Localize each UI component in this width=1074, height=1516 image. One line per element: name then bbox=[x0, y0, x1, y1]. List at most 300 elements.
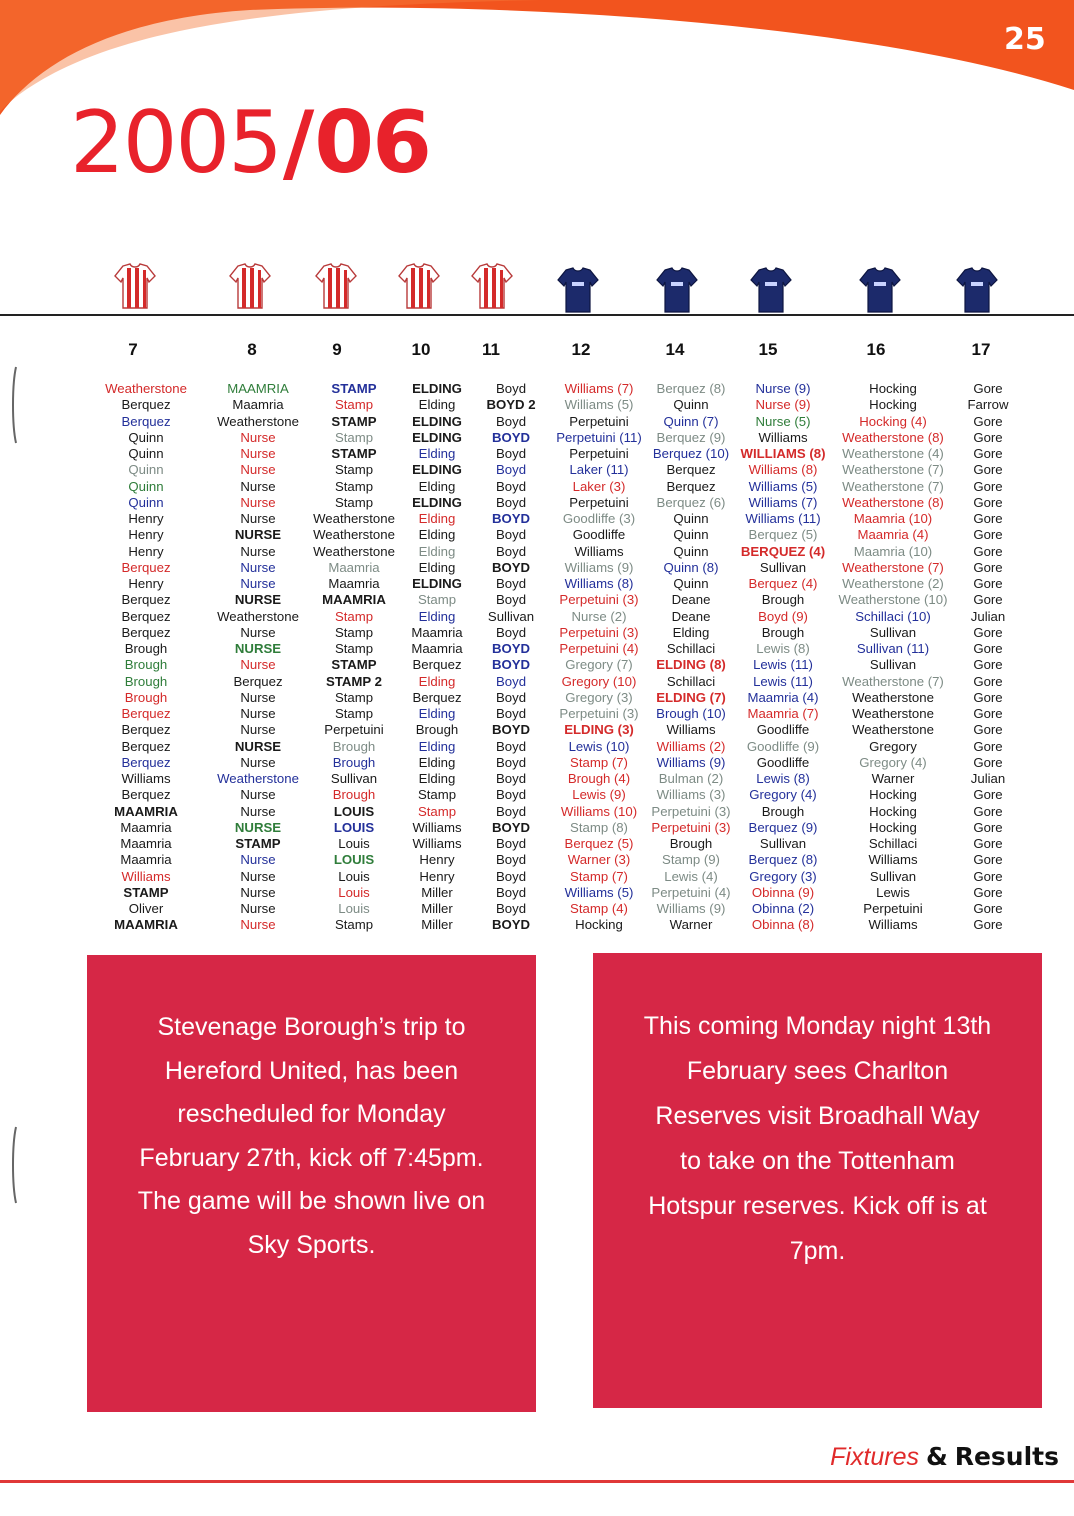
footer-ampersand: & bbox=[925, 1442, 948, 1471]
player-cell: Weatherstone bbox=[852, 722, 934, 738]
player-cell: Gore bbox=[973, 803, 1003, 819]
player-cell: Perpetuini (3) bbox=[559, 624, 639, 640]
player-cell: Berquez (9) bbox=[656, 429, 726, 445]
player-cell: Warner bbox=[871, 771, 915, 786]
player-cell: Nurse bbox=[240, 787, 276, 803]
player-cell: Goodliffe (3) bbox=[562, 511, 636, 526]
away-navy-shirt-icon bbox=[749, 266, 793, 314]
player-cell: Boyd bbox=[495, 527, 527, 543]
player-cell: STAMP bbox=[123, 884, 169, 900]
player-cell: Laker (11) bbox=[569, 462, 629, 478]
player-cell: Stamp bbox=[334, 608, 374, 624]
player-cell: Williams (10) bbox=[560, 803, 638, 819]
away-navy-shirt-icon bbox=[556, 266, 600, 314]
lineup-column bbox=[933, 381, 1043, 934]
player-cell: BOYD bbox=[491, 819, 531, 835]
player-cell: Brough bbox=[332, 754, 376, 770]
player-cell: Brough bbox=[124, 641, 168, 656]
player-cell: Gore bbox=[973, 462, 1003, 478]
player-cell: Nurse bbox=[240, 884, 276, 900]
player-cell: Miller bbox=[421, 884, 453, 900]
player-cell: Nurse bbox=[240, 868, 276, 884]
player-cell: Hocking bbox=[869, 397, 917, 413]
player-cell: NURSE bbox=[234, 527, 282, 543]
player-cell: Weatherstone bbox=[217, 608, 299, 624]
player-cell: NURSE bbox=[234, 738, 282, 754]
player-cell: Louis bbox=[338, 868, 370, 884]
player-cell: Elding bbox=[418, 559, 456, 575]
notice-line: This coming Monday night 13th bbox=[643, 1012, 992, 1040]
column-number: 16 bbox=[866, 340, 886, 359]
player-cell: Gore bbox=[973, 819, 1003, 835]
player-cell: Schillaci bbox=[868, 836, 918, 851]
notice-line: Hotspur reserves. Kick off is at bbox=[648, 1192, 987, 1220]
player-cell: NURSE bbox=[234, 641, 282, 656]
player-cell: Gore bbox=[973, 917, 1003, 933]
player-cell: Quinn bbox=[128, 446, 164, 461]
player-cell: Williams (5) bbox=[564, 884, 634, 900]
player-cell: Boyd bbox=[495, 624, 527, 640]
player-cell: Berquez bbox=[121, 722, 171, 738]
title-slash: / bbox=[282, 93, 315, 193]
player-cell: ELDING bbox=[412, 381, 462, 396]
player-cell: Henry bbox=[128, 527, 164, 543]
player-cell: Elding bbox=[418, 608, 456, 624]
player-cell: Sullivan bbox=[869, 868, 917, 884]
player-cell: Gore bbox=[973, 543, 1003, 559]
player-cell: Perpetuini bbox=[863, 901, 923, 916]
player-cell: Elding bbox=[418, 527, 456, 543]
notice-line: Hereford United, has been bbox=[164, 1056, 459, 1085]
player-cell: Boyd bbox=[495, 852, 527, 868]
lineup-column bbox=[203, 381, 313, 934]
player-cell: Warner bbox=[669, 917, 713, 933]
player-cell: Williams (5) bbox=[748, 478, 818, 494]
player-cell: Gore bbox=[973, 884, 1003, 900]
player-cell: STAMP 2 bbox=[326, 673, 382, 689]
player-cell: Nurse bbox=[240, 478, 276, 494]
player-cell: Maamria bbox=[120, 836, 172, 851]
player-cell: Gore bbox=[973, 689, 1003, 705]
section-footer bbox=[830, 1442, 1059, 1472]
player-cell: Perpetuini bbox=[569, 446, 629, 461]
player-cell: Elding bbox=[418, 706, 456, 721]
player-cell: Miller bbox=[421, 901, 453, 916]
player-cell: Hocking bbox=[869, 803, 917, 819]
player-cell: Perpetuini (4) bbox=[651, 884, 731, 900]
notice-line: The game will be shown live on bbox=[137, 1187, 486, 1215]
player-cell: Berquez bbox=[121, 397, 171, 413]
player-cell: Laker (3) bbox=[572, 478, 626, 494]
player-cell: Gore bbox=[973, 901, 1003, 916]
player-cell: Brough bbox=[124, 689, 168, 705]
season-title bbox=[70, 93, 430, 193]
player-cell: Sullivan bbox=[759, 836, 807, 851]
player-cell: Berquez bbox=[121, 738, 171, 754]
player-cell: Elding bbox=[418, 511, 456, 526]
player-cell: Nurse (9) bbox=[755, 381, 811, 396]
player-cell: Weatherstone (8) bbox=[842, 429, 944, 445]
player-cell: Gore bbox=[973, 511, 1003, 526]
player-cell: Gore bbox=[973, 738, 1003, 754]
player-cell: Weatherstone bbox=[217, 413, 299, 429]
player-cell: Henry bbox=[419, 868, 455, 884]
player-cell: Sullivan bbox=[759, 559, 807, 575]
player-cell: Gregory (4) bbox=[749, 787, 817, 803]
player-cell: Goodliffe bbox=[572, 527, 626, 543]
player-cell: Lewis (9) bbox=[572, 787, 626, 803]
player-cell: Perpetuini (4) bbox=[559, 641, 639, 656]
player-cell: Berquez (6) bbox=[656, 494, 726, 510]
player-cell: Weatherstone bbox=[313, 543, 395, 559]
player-cell: Nurse bbox=[240, 576, 276, 591]
player-cell: Williams bbox=[574, 543, 624, 559]
player-cell: Stamp bbox=[417, 787, 457, 803]
player-cell: Elding bbox=[672, 624, 710, 640]
player-cell: Schillaci bbox=[666, 641, 716, 656]
player-cell: Perpetuini (3) bbox=[651, 803, 731, 819]
player-cell: Gore bbox=[973, 527, 1003, 543]
home-striped-shirt-icon bbox=[113, 262, 157, 310]
player-cell: ELDING bbox=[412, 576, 462, 591]
player-cell: Maamria bbox=[120, 819, 172, 835]
player-cell: Boyd bbox=[495, 836, 527, 851]
player-cell: Williams (8) bbox=[564, 576, 634, 591]
player-cell: Gore bbox=[973, 673, 1003, 689]
player-cell: Gregory (3) bbox=[749, 868, 817, 884]
player-cell: STAMP bbox=[331, 446, 377, 461]
player-cell: Gregory bbox=[869, 738, 917, 754]
player-cell: Boyd bbox=[495, 462, 527, 478]
title-year-start: 2005 bbox=[70, 93, 281, 193]
player-cell: Weatherstone (2) bbox=[842, 576, 944, 591]
player-cell: Stamp bbox=[334, 624, 374, 640]
player-cell: Nurse bbox=[240, 722, 276, 738]
player-cell: Sullivan (11) bbox=[856, 641, 930, 656]
player-cell: Boyd bbox=[495, 592, 527, 608]
player-cell: Williams (9) bbox=[656, 901, 726, 916]
player-cell: Nurse bbox=[240, 852, 276, 868]
player-cell: Hocking bbox=[575, 917, 623, 933]
player-cell: Sullivan bbox=[330, 771, 378, 786]
player-cell: BOYD bbox=[491, 917, 531, 933]
notice-line: Reserves visit Broadhall Way bbox=[655, 1102, 980, 1130]
player-cell: ELDING bbox=[412, 429, 462, 445]
binding-staple-icon bbox=[10, 1125, 20, 1205]
player-cell: ELDING bbox=[412, 413, 462, 429]
player-cell: Obinna (8) bbox=[751, 917, 815, 933]
player-cell: Weatherstone bbox=[105, 381, 187, 396]
player-cell: Weatherstone (7) bbox=[842, 478, 944, 494]
player-cell: Stamp bbox=[334, 462, 374, 478]
player-cell: ELDING (7) bbox=[656, 689, 726, 705]
player-cell: Boyd bbox=[495, 381, 527, 396]
player-cell: Gregory (10) bbox=[561, 673, 637, 689]
player-cell: Nurse (9) bbox=[755, 397, 811, 413]
player-cell: Berquez bbox=[666, 462, 716, 478]
player-cell: Gore bbox=[973, 494, 1003, 510]
player-cell: Nurse bbox=[240, 917, 276, 933]
player-cell: Bulman (2) bbox=[658, 771, 724, 786]
player-cell: Quinn bbox=[673, 543, 709, 559]
player-cell: Stamp (9) bbox=[662, 852, 720, 868]
player-cell: Brough (10) bbox=[656, 706, 726, 721]
player-cell: Nurse bbox=[240, 511, 276, 526]
player-cell: Elding bbox=[418, 738, 456, 754]
player-cell: Brough bbox=[124, 657, 168, 673]
player-cell: Goodliffe (9) bbox=[746, 738, 820, 754]
column-number: 15 bbox=[758, 340, 778, 359]
player-cell: Boyd bbox=[495, 494, 527, 510]
player-cell: Deane bbox=[671, 608, 711, 624]
player-cell: Nurse bbox=[240, 446, 276, 461]
player-cell: Elding bbox=[418, 771, 456, 786]
player-cell: ELDING bbox=[412, 462, 462, 478]
player-cell: Gore bbox=[973, 852, 1003, 868]
player-cell: Quinn bbox=[128, 462, 164, 478]
player-cell: Berquez bbox=[121, 754, 171, 770]
player-cell: Stamp bbox=[334, 706, 374, 721]
player-cell: Nurse bbox=[240, 706, 276, 721]
player-cell: Henry bbox=[128, 511, 164, 526]
player-cell: Berquez bbox=[412, 657, 462, 673]
player-cell: Stamp bbox=[334, 917, 374, 933]
player-cell: Sullivan bbox=[487, 608, 535, 624]
player-cell: Quinn bbox=[673, 527, 709, 543]
player-cell: Nurse bbox=[240, 689, 276, 705]
player-cell: Lewis (8) bbox=[756, 771, 810, 786]
player-cell: Stamp (8) bbox=[570, 819, 628, 835]
player-cell: Quinn bbox=[128, 494, 164, 510]
column-number: 9 bbox=[332, 340, 342, 359]
player-cell: Weatherstone bbox=[852, 689, 934, 705]
player-cell: Boyd bbox=[495, 738, 527, 754]
player-cell: Berquez bbox=[233, 673, 283, 689]
player-cell: Williams (5) bbox=[564, 397, 634, 413]
player-cell: Boyd bbox=[495, 868, 527, 884]
player-cell: Brough bbox=[761, 624, 805, 640]
player-cell: Lewis (8) bbox=[756, 641, 810, 656]
player-cell: Williams bbox=[412, 836, 462, 851]
player-cell: Lewis bbox=[876, 884, 910, 900]
notice-line: Stevenage Borough’s trip to bbox=[157, 1013, 466, 1041]
player-cell: Elding bbox=[418, 478, 456, 494]
player-cell: Sullivan bbox=[869, 624, 917, 640]
player-cell: Stamp (7) bbox=[570, 868, 628, 884]
player-cell: Gore bbox=[973, 706, 1003, 721]
player-cell: Nurse bbox=[240, 624, 276, 640]
player-cell: Williams bbox=[121, 771, 171, 786]
home-striped-shirt-icon bbox=[314, 262, 358, 310]
player-cell: STAMP bbox=[331, 413, 377, 429]
player-cell: MAAMRIA bbox=[114, 803, 178, 819]
lineup-column bbox=[728, 381, 838, 934]
player-cell: Maamria (10) bbox=[853, 543, 933, 559]
player-cell: Boyd bbox=[495, 771, 527, 786]
player-cell: Stamp bbox=[334, 478, 374, 494]
player-cell: Elding bbox=[418, 397, 456, 413]
player-cell: Maamria (10) bbox=[853, 511, 933, 526]
player-cell: Quinn bbox=[128, 478, 164, 494]
player-cell: Quinn (8) bbox=[663, 559, 719, 575]
column-number: 17 bbox=[971, 340, 991, 359]
player-cell: Williams (7) bbox=[748, 494, 818, 510]
player-cell: Perpetuini (11) bbox=[556, 429, 642, 445]
player-cell: Boyd bbox=[495, 478, 527, 494]
player-cell: Brough bbox=[332, 787, 376, 803]
player-cell: Elding bbox=[418, 754, 456, 770]
player-cell: Williams bbox=[412, 819, 462, 835]
player-cell: Williams (2) bbox=[656, 738, 726, 754]
player-cell: Boyd bbox=[495, 754, 527, 770]
player-cell: Stamp (4) bbox=[570, 901, 628, 916]
player-cell: Berquez bbox=[121, 592, 171, 608]
player-cell: Quinn (7) bbox=[663, 413, 719, 429]
column-number: 11 bbox=[482, 340, 500, 359]
player-cell: Nurse bbox=[240, 754, 276, 770]
player-cell: Weatherstone (7) bbox=[842, 673, 944, 689]
player-cell: Hocking (4) bbox=[859, 413, 927, 429]
player-cell: Julian bbox=[970, 608, 1006, 624]
notice-line: 7pm. bbox=[789, 1237, 846, 1265]
player-cell: Williams bbox=[868, 852, 918, 868]
player-cell: Brough bbox=[761, 592, 805, 608]
player-cell: Maamria bbox=[328, 559, 380, 575]
player-cell: Gore bbox=[973, 446, 1003, 461]
player-cell: Brough bbox=[669, 836, 713, 851]
player-cell: Warner (3) bbox=[567, 852, 631, 868]
player-cell: Sullivan bbox=[869, 657, 917, 673]
notice-box-left bbox=[87, 955, 536, 1412]
player-cell: Berquez bbox=[121, 413, 171, 429]
player-cell: BOYD bbox=[491, 641, 531, 656]
footer-fixtures: Fixtures bbox=[830, 1443, 919, 1471]
player-cell: Hocking bbox=[869, 819, 917, 835]
player-cell: Williams (8) bbox=[748, 462, 818, 478]
player-cell: Weatherstone bbox=[217, 771, 299, 786]
player-cell: Boyd bbox=[495, 576, 527, 591]
player-cell: Gore bbox=[973, 641, 1003, 656]
player-cell: Berquez bbox=[121, 624, 171, 640]
player-cell: Perpetuini (3) bbox=[559, 592, 639, 608]
player-cell: BOYD bbox=[491, 429, 531, 445]
player-cell: Nurse bbox=[240, 462, 276, 478]
player-cell: ELDING (8) bbox=[656, 657, 726, 673]
player-cell: Louis bbox=[338, 836, 370, 851]
player-cell: Deane bbox=[671, 592, 711, 608]
player-cell: MAAMRIA bbox=[322, 592, 386, 608]
player-cell: Weatherstone (10) bbox=[838, 592, 948, 608]
player-cell: Brough bbox=[332, 738, 376, 754]
player-cell: Henry bbox=[419, 852, 455, 868]
title-year-end: 06 bbox=[314, 93, 430, 193]
player-cell: BOYD 2 bbox=[486, 397, 536, 413]
player-cell: Gore bbox=[973, 722, 1003, 738]
player-cell: Weatherstone bbox=[852, 706, 934, 721]
player-cell: Nurse (5) bbox=[755, 413, 811, 429]
player-cell: Weatherstone (8) bbox=[842, 494, 944, 510]
player-cell: Williams bbox=[121, 868, 171, 884]
player-cell: Berquez bbox=[412, 689, 462, 705]
column-number: 8 bbox=[247, 340, 257, 359]
player-cell: Boyd bbox=[495, 673, 527, 689]
player-cell: Lewis (11) bbox=[753, 657, 813, 673]
player-cell: Maamria bbox=[328, 576, 380, 591]
player-cell: Berquez bbox=[121, 608, 171, 624]
player-cell: Gore bbox=[973, 624, 1003, 640]
player-cell: Perpetuini bbox=[569, 494, 629, 510]
player-cell: Stamp bbox=[334, 641, 374, 656]
player-cell: Brough bbox=[415, 722, 459, 738]
player-cell: BOYD bbox=[491, 511, 531, 526]
shirt-baseline-rule bbox=[0, 314, 1074, 316]
player-cell: Elding bbox=[418, 446, 456, 461]
player-cell: Brough (4) bbox=[567, 771, 631, 786]
player-cell: MAAMRIA bbox=[114, 917, 178, 933]
player-cell: Maamria bbox=[232, 397, 284, 413]
player-cell: Nurse bbox=[240, 901, 276, 916]
column-number: 14 bbox=[665, 340, 685, 359]
player-cell: Miller bbox=[421, 917, 453, 933]
player-cell: LOUIS bbox=[333, 852, 375, 868]
player-cell: ELDING bbox=[412, 494, 462, 510]
away-navy-shirt-icon bbox=[955, 266, 999, 314]
player-cell: Quinn bbox=[673, 511, 709, 526]
player-cell: Stamp bbox=[417, 803, 457, 819]
player-cell: Berquez (4) bbox=[748, 576, 818, 591]
player-cell: NURSE bbox=[234, 819, 282, 835]
player-cell: Boyd bbox=[495, 787, 527, 803]
player-cell: BOYD bbox=[491, 559, 531, 575]
player-cell: Williams bbox=[666, 722, 716, 738]
notice-line: rescheduled for Monday bbox=[177, 1100, 446, 1128]
footer-results: Results bbox=[954, 1442, 1059, 1471]
player-cell: Obinna (9) bbox=[751, 884, 815, 900]
player-cell: STAMP bbox=[235, 836, 281, 851]
player-cell: Nurse bbox=[240, 429, 276, 445]
player-cell: Stamp bbox=[334, 689, 374, 705]
player-cell: Gore bbox=[973, 592, 1003, 608]
player-cell: Gore bbox=[973, 754, 1003, 770]
player-cell: Brough bbox=[761, 803, 805, 819]
player-cell: Schillaci bbox=[666, 673, 716, 689]
notice-box-right bbox=[593, 953, 1042, 1408]
player-cell: LOUIS bbox=[333, 819, 375, 835]
player-cell: Stamp bbox=[417, 592, 457, 608]
player-cell: Hocking bbox=[869, 787, 917, 803]
player-cell: Gore bbox=[973, 836, 1003, 851]
player-cell: Boyd bbox=[495, 689, 527, 705]
player-cell: Boyd bbox=[495, 803, 527, 819]
player-cell: Berquez bbox=[121, 787, 171, 803]
player-cell: Nurse bbox=[240, 543, 276, 559]
player-cell: Louis bbox=[338, 884, 370, 900]
player-cell: NURSE bbox=[234, 592, 282, 608]
player-cell: Nurse (2) bbox=[571, 608, 627, 624]
footer-rule bbox=[0, 1480, 1074, 1483]
player-cell: Henry bbox=[128, 543, 164, 559]
player-cell: Boyd (9) bbox=[758, 608, 808, 624]
player-cell: Gore bbox=[973, 381, 1003, 396]
player-cell: Schillaci (10) bbox=[855, 608, 931, 624]
player-cell: Elding bbox=[418, 673, 456, 689]
notice-line: Sky Sports. bbox=[247, 1230, 376, 1259]
player-cell: Henry bbox=[128, 576, 164, 591]
player-cell: Stamp bbox=[334, 429, 374, 445]
player-cell: Weatherstone (7) bbox=[842, 462, 944, 478]
player-cell: Boyd bbox=[495, 901, 527, 916]
player-cell: Lewis (10) bbox=[568, 738, 630, 754]
